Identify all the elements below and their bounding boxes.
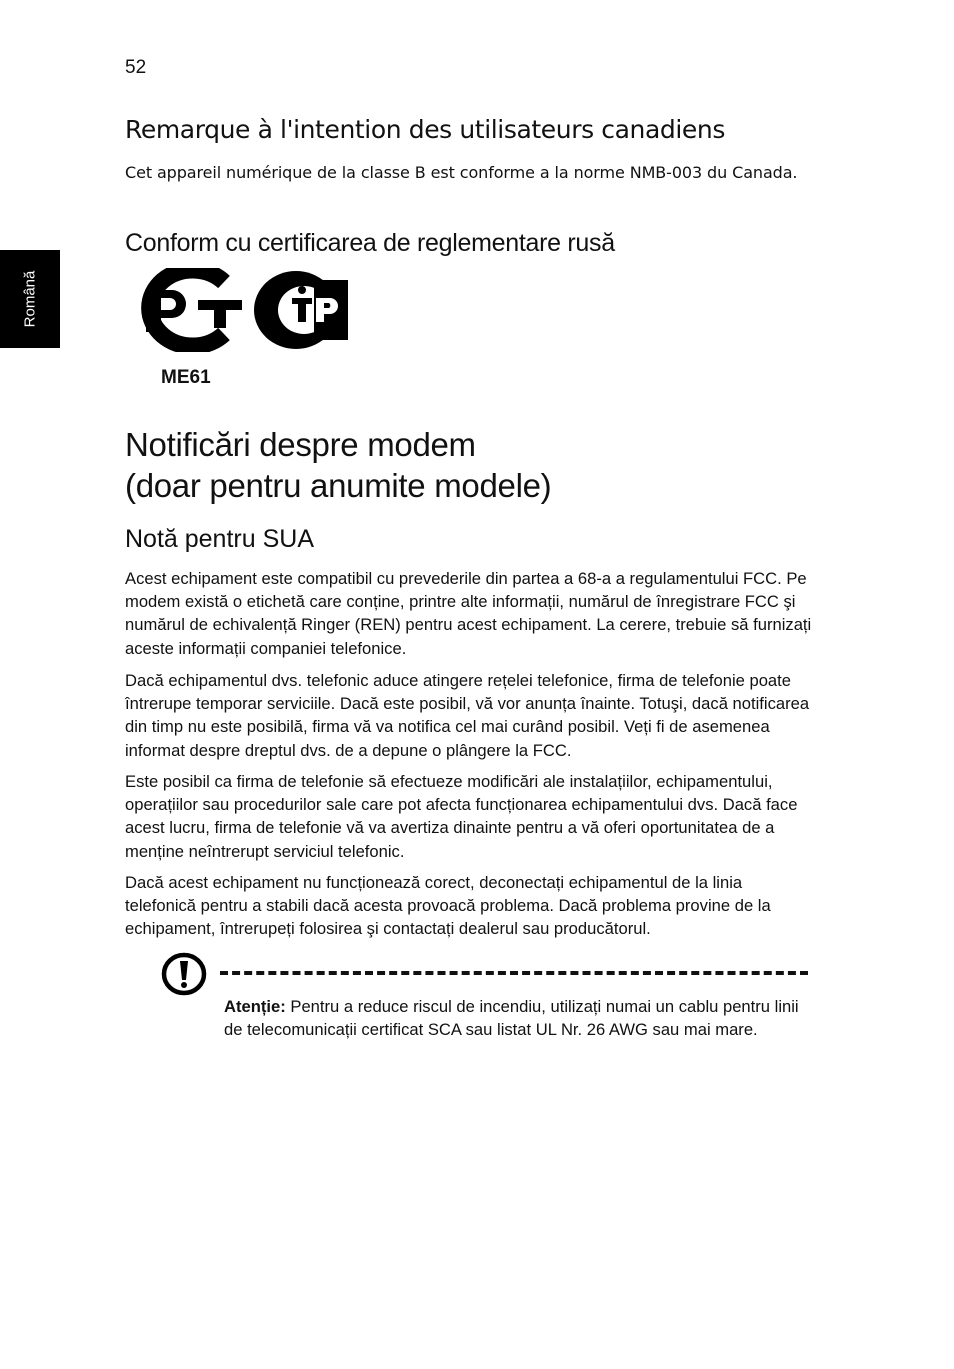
paragraph: Este posibil ca firma de telefonie să efectueze modificări ale instalațiilor, echipamentului, operațiilor sau procedurilor sale care pot afecta funcționarea echipamentului dvs. Dacă face acest lucru, firma de telefonie vă va avertiza dinainte pentru a vă oferi oportunitatea de a menține neîntrerupt serviciul telefonic. [125,772,798,861]
logo-code: ME61 [161,367,211,388]
pct-logo-icon [146,270,242,346]
paragraph: Dacă echipamentul dvs. telefonic aduce atingere rețelei telefonice, firma de telefonie poate întrerupe temporar serviciile. Dacă este posibil, vă vor anunța înainte. Totuşi, dacă notificarea din timp nu este posibilă, firma vă va notifica cel mai curând posibil. Veți fi de asemenea informat despre dreptul dvs. de a depune o plângere la FCC. [125,671,810,760]
warning-body: Pentru a reduce riscul de incendiu, utilizați numai un cablu pentru linii de telecomunicații certificat SCA sau listat UL Nr. 26 AWG sau mai mare. [224,997,799,1040]
modem-heading-line1: Notificări despre modem [125,426,476,463]
paragraph: Acest echipament este compatibil cu prevederile din partea a 68-a a regulamentului FCC. Pe modem există o etichetă care conține, printre alte informații, numărul de înregistrare FCC şi numărul de echivalență Ringer (REN) pentru acest echipament. La cerere, trebuie să furnizați aceste informații companiei telefonice. [125,569,812,658]
canada-heading: Remarque à l'intention des utilisateurs canadiens [125,115,725,144]
usa-subheading: Notă pentru SUA [125,525,314,553]
warning-icon [161,951,209,1002]
language-side-tab [0,250,60,348]
paragraph: Dacă acest echipament nu funcționează corect, deconectați echipamentul de la linia telefonică pentru a stabili dacă acesta provoacă problema. Dacă problema provine de la echipament, întrerupeți folosirea şi contactați dealerul sau producătorul. [125,873,771,939]
canada-text: Cet appareil numérique de la classe B est conforme a la norme NMB-003 du Canada. [125,163,798,182]
modem-heading-line2: (doar pentru anumite modele) [125,467,552,504]
page-number: 52 [125,57,147,78]
modem-heading [125,424,551,506]
language-side-tab-label: Română [21,270,39,328]
certification-logos [136,268,348,357]
certification-logos-graphic [136,268,348,352]
warning-label: Atenție: [224,997,286,1016]
russia-heading: Conform cu certificarea de reglementare rusă [125,229,615,257]
ctp-logo-icon [254,271,348,349]
warning-divider [220,971,808,975]
warning-text [224,995,804,1041]
